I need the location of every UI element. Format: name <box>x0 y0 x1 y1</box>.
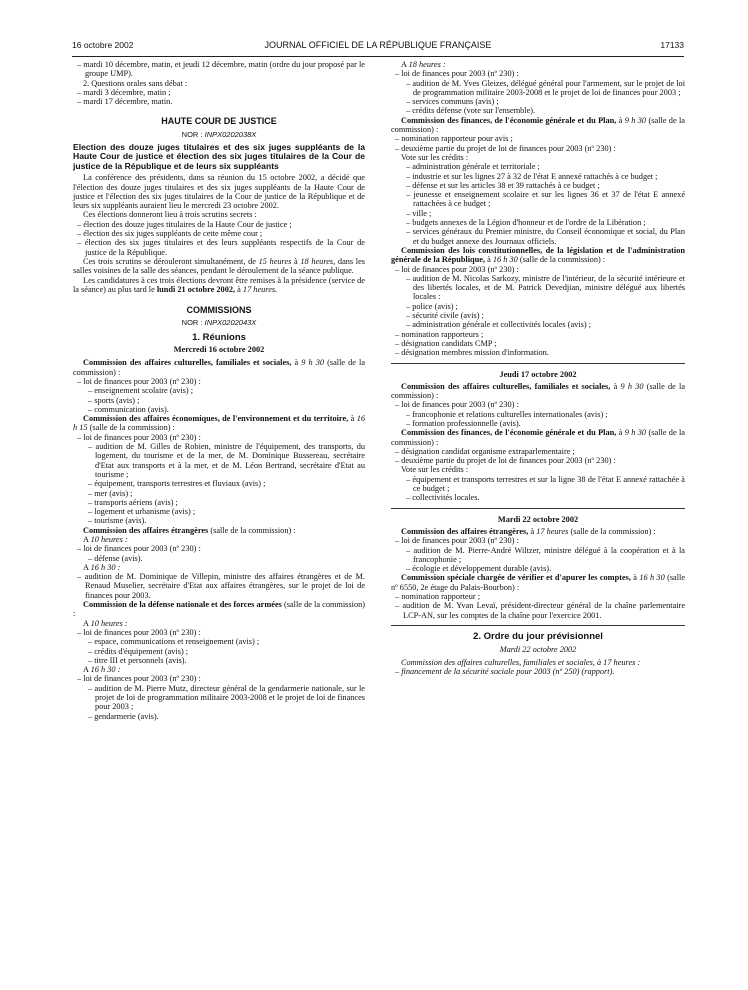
agenda-item: – deuxième partie du projet de loi de finances pour 2003 (nº 230) : <box>395 143 616 153</box>
agenda-subitem: – audition de M. Pierre-André Wiltzer, ministre délégué à la coopération et à la francophonie ; <box>406 545 685 564</box>
day-heading: Jeudi 17 octobre 2002 <box>499 369 577 379</box>
time-slot: A 18 heures : <box>401 60 446 69</box>
time-slot: A 16 h 30 : <box>83 562 121 572</box>
list-item: – élection des douze juges titulaires de la Haute Cour de justice ; <box>77 219 292 229</box>
intro-line: – mardi 17 décembre, matin. <box>77 97 173 107</box>
left-column <box>73 60 365 721</box>
agenda-subitem: – collectivités locales. <box>406 493 480 503</box>
section-divider <box>391 508 685 509</box>
section-title-haute-cour: HAUTE COUR DE JUSTICE <box>161 116 277 127</box>
agenda-item: – audition de M. Yvan Levaï, président-directeur général de la chaîne parlementaire LCP-AN, sur les comptes de la chaîne pour l'exercice 2001. <box>395 601 685 620</box>
agenda-subitem: – gendarmerie (avis). <box>88 711 159 721</box>
section-divider <box>391 625 685 626</box>
agenda-subitem: – formation professionnelle (avis). <box>406 418 521 428</box>
day-heading: Mardi 22 octobre 2002 <box>499 645 577 655</box>
agenda-subitem: – audition de M. Nicolas Sarkozy, ministre de l'intérieur, de la sécurité intérieure et des libertés locales, et de M. Patrick Devedjian, ministre délégué aux libertés locales : <box>406 273 685 302</box>
agenda-subitem: – logement et urbanisme (avis) ; <box>88 507 196 517</box>
agenda-item: – désignation candidat organisme extraparlementaire ; <box>395 446 575 456</box>
commission-heading: Commission des finances, de l'économie générale et du Plan, à 9 h 30 (salle de la commission) : <box>391 428 685 447</box>
agenda-subitem: – administration générale et collectivités locales (avis) ; <box>406 320 591 330</box>
section-divider <box>391 363 685 364</box>
nor-reference: NOR : INPX0202038X <box>181 129 257 139</box>
agenda-subitem: – défense (avis). <box>88 553 143 563</box>
agenda-subitem: – titre III et personnels (avis). <box>88 655 187 665</box>
page-number: 17133 <box>660 40 684 50</box>
agenda-subitem: – francophonie et relations culturelles internationales (avis) ; <box>406 409 608 419</box>
agenda-subitem: – espace, communications et renseignement (avis) ; <box>88 637 260 647</box>
agenda-subitem: – sécurité civile (avis) ; <box>406 311 484 321</box>
agenda-subitem: – transports aériens (avis) ; <box>88 497 178 507</box>
commission-heading: Commission des affaires culturelles, familiales et sociales, à 9 h 30 (salle de la commission) : <box>73 358 366 377</box>
agenda-subitem: – services généraux du Premier ministre, du Conseil économique et social, du Plan et du budget annexe des Journaux officiels. <box>406 227 685 246</box>
agenda-subitem: – défense et sur les articles 38 et 39 rattachés à ce budget ; <box>406 180 600 190</box>
agenda-subitem: – équipement et transports terrestres et sur la ligne 38 de l'état E annexé rattachée à ce budget ; <box>406 474 685 494</box>
agenda-subitem: – crédits défense (vote sur l'ensemble). <box>406 106 536 116</box>
header-rule <box>72 56 684 57</box>
agenda-item: – désignation candidats CMP ; <box>395 338 497 348</box>
time-slot: A 16 h 30 : <box>83 665 121 675</box>
agenda-subitem: – audition de M. Gilles de Robien, ministre de l'équipement, des transports, du logement, du tourisme et de la mer, de M. Dominique Bussereau, secrétaire d'Etat aux transports et à la mer, et de M. Léon Bertrand, secrétaire d'Etat au tourisme ; <box>88 442 365 479</box>
agenda-subitem: – services communs (avis) ; <box>406 97 499 107</box>
paragraph: Ces élections donneront lieu à trois scrutins secrets : <box>83 210 257 220</box>
intro-line: – mardi 10 décembre, matin, et jeudi 12 décembre, matin (ordre du jour proposé par le groupe UMP). <box>77 60 365 79</box>
agenda-item: – nomination rapporteurs ; <box>395 329 484 339</box>
commission-heading: Commission des lois constitutionnelles, de la législation et de l'administration générale de la République, à 16 h 30 (salle de la commission) : <box>391 245 685 265</box>
subsection-reunions: 1. Réunions <box>192 331 246 343</box>
header-date: 16 octobre 2002 <box>72 40 134 50</box>
agenda-subitem: – mer (avis) ; <box>88 488 133 498</box>
agenda-item: – nomination rapporteur pour avis ; <box>395 134 513 144</box>
agenda-subitem: – administration générale et territoriale ; <box>406 162 540 172</box>
vote-label: Vote sur les crédits : <box>401 465 469 475</box>
agenda-subitem: – budgets annexes de la Légion d'honneur et de l'ordre de la Libération ; <box>406 218 646 228</box>
agenda-item: – désignation membres mission d'information. <box>395 348 549 358</box>
agenda-item: – nomination rapporteur ; <box>395 592 481 602</box>
list-item: – élection des six juges suppléants de cette même cour ; <box>77 229 263 239</box>
time-slot: A 10 heures : <box>83 618 128 628</box>
agenda-item: – loi de finances pour 2003 (nº 230) : <box>77 627 201 637</box>
commission-heading: Commission des affaires étrangères, à 17 heures (salle de la commission) : <box>401 526 656 536</box>
agenda-item: – loi de finances pour 2003 (nº 230) : <box>395 536 519 546</box>
time-slot: A 10 heures : <box>83 534 128 544</box>
agenda-subitem: – sports (avis) ; <box>88 395 140 405</box>
section-title-commissions: COMMISSIONS <box>186 305 252 316</box>
agenda-item: – audition de M. Dominique de Villepin, ministre des affaires étrangères et de M. Renaud Muselier, secrétaire d'Etat aux affaires étrangères, sur le projet de loi de finances pour 2003. <box>77 572 365 600</box>
journal-title: JOURNAL OFFICIEL DE LA RÉPUBLIQUE FRANÇAISE <box>264 40 492 50</box>
agenda-item: – loi de finances pour 2003 (nº 230) : <box>77 376 201 386</box>
page-header <box>72 40 684 56</box>
intro-line: – mardi 3 décembre, matin ; <box>77 87 171 97</box>
agenda-item: – financement de la sécurité sociale pour 2003 (nº 250) (rapport). <box>395 666 615 676</box>
agenda-item: – loi de finances pour 2003 (nº 230) : <box>395 69 519 79</box>
vote-label: Vote sur les crédits : <box>401 152 469 162</box>
commission-heading: Commission spéciale chargée de vérifier et d'apurer les comptes, à 16 h 30 (salle nº 6550, 2e étage du Palais-Bourbon) : <box>391 573 686 592</box>
agenda-item: – loi de finances pour 2003 (nº 230) : <box>395 400 519 410</box>
agenda-item: – loi de finances pour 2003 (nº 230) : <box>77 432 201 442</box>
subsection-ordre-du-jour: 2. Ordre du jour prévisionnel <box>473 630 603 642</box>
commission-heading: Commission des affaires étrangères (salle de la commission) : <box>83 525 296 535</box>
list-item: – élection des six juges titulaires et des leurs suppléants respectifs de la Cour de justice de la République. <box>77 238 365 257</box>
commission-heading: Commission des affaires économiques, de l'environnement et du territoire, à 16 h 15 (salle de la commission) : <box>73 414 365 433</box>
commission-heading: Commission des finances, de l'économie générale et du Plan, à 9 h 30 (salle de la commission) : <box>391 115 685 135</box>
right-column <box>391 60 685 676</box>
agenda-subitem: – écologie et développement durable (avis). <box>406 564 552 574</box>
agenda-subitem: – tourisme (avis). <box>88 516 147 526</box>
commission-heading: Commission des affaires culturelles, familiales et sociales, à 17 heures : <box>401 657 641 667</box>
day-heading: Mardi 22 octobre 2002 <box>497 514 579 524</box>
agenda-subitem: – crédits d'équipement (avis) ; <box>88 646 189 656</box>
agenda-subitem: – police (avis) ; <box>406 301 458 311</box>
agenda-subitem: – communication (avis). <box>88 404 169 414</box>
agenda-item: – loi de finances pour 2003 (nº 230) : <box>77 544 201 554</box>
agenda-item: – loi de finances pour 2003 (nº 230) : <box>395 264 519 274</box>
agenda-subitem: – audition de M. Yves Gleizes, délégué général pour l'armement, sur le projet de loi de programmation militaire 2003-2008 et le projet de loi de finances pour 2003 ; <box>406 78 685 97</box>
day-heading: Mercredi 16 octobre 2002 <box>173 345 265 355</box>
agenda-subitem: – jeunesse et enseignement scolaire et sur les lignes 36 et 37 de l'état E annexé rattachées à ce budget ; <box>406 190 685 209</box>
commission-heading: Commission de la défense nationale et des forces armées (salle de la commission) : <box>73 600 365 619</box>
paragraph: Les candidatures à ces trois élections devront être remises à la présidence (service de la séance) au plus tard le lundi 21 octobre 2002, à 17 heures. <box>73 275 365 294</box>
paragraph: La conférence des présidents, dans sa réunion du 15 octobre 2002, a décidé que l'élection des douze juges titulaires et des six juges suppléants de la Haute Cour de justice et l'élection des six juges titulaires de la Cour de justice de la République et de leurs six suppléants auraient lieu le mercredi 23 octobre 2002. <box>73 173 365 211</box>
agenda-item: – loi de finances pour 2003 (nº 230) : <box>77 674 201 684</box>
agenda-item: – deuxième partie du projet de loi de finances pour 2003 (nº 230) : <box>395 456 616 466</box>
agenda-subitem: – audition de M. Pierre Mutz, directeur général de la gendarmerie nationale, sur le projet de loi de programmation militaire 2003-2008 et le projet de loi de finances pour 2003 ; <box>88 683 365 712</box>
intro-line: 2. Questions orales sans débat : <box>83 78 188 88</box>
paragraph: Ces trois scrutins se dérouleront simultanément, de 15 heures à 18 heures, dans les salles voisines de la salle des séances, pendant le déroulement de la séance publique. <box>73 256 366 276</box>
agenda-subitem: – équipement, transports terrestres et fluviaux (avis) ; <box>88 479 266 489</box>
commission-heading: Commission des affaires culturelles, familiales et sociales, à 9 h 30 (salle de la commission) : <box>391 381 686 401</box>
nor-reference: NOR : INPX0202043X <box>181 318 257 328</box>
agenda-subitem: – industrie et sur les lignes 27 à 32 de l'état E annexé rattachés à ce budget ; <box>406 171 658 181</box>
election-subtitle: Election des douze juges titulaires et des six juges suppléants de la Haute Cour de justice et élection des six juges titulaires de la Cour de justice de la République et de leurs six suppléants <box>73 142 365 171</box>
agenda-subitem: – ville ; <box>406 208 432 218</box>
agenda-subitem: – enseignement scolaire (avis) ; <box>88 386 194 396</box>
